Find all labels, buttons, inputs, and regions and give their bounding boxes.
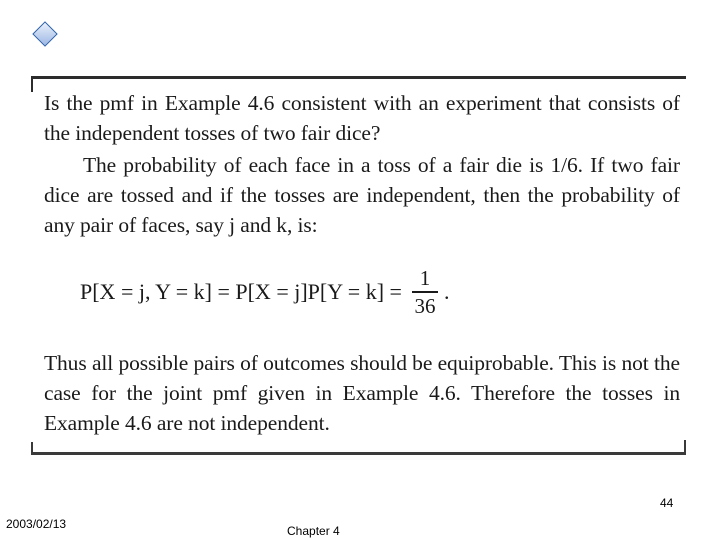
- formula-fraction: [412, 265, 438, 319]
- formula-period: .: [443, 279, 450, 304]
- fraction-denominator: 36: [414, 293, 436, 318]
- diamond-bullet-icon: [32, 21, 57, 46]
- top-rule: [31, 76, 686, 79]
- fraction-numerator: 1: [419, 266, 431, 291]
- bottom-right-rule: [684, 440, 686, 454]
- question-text: Is the pmf in Example 4.6 consistent with an experiment that consists of the independent tosses of two fair dice?: [44, 91, 680, 145]
- bottom-left-rule: [31, 442, 33, 454]
- bottom-rule: [31, 452, 686, 455]
- probability-formula: [80, 262, 449, 322]
- footer-date: 2003/02/13: [6, 517, 67, 531]
- explanation-paragraph: The probability of each face in a toss of a fair die is 1/6. If two fair dice are tossed and if the tosses are independent, then the probability of any pair of faces, say j and k, is:: [44, 153, 680, 237]
- page-number: 44: [660, 496, 674, 510]
- top-left-rule: [31, 76, 33, 92]
- conclusion-paragraph: Thus all possible pairs of outcomes should be equiprobable. This is not the case for the joint pmf given in Example 4.6. Therefore the tosses in Example 4.6 are not independent.: [44, 351, 680, 435]
- formula-expression: P[X = j, Y = k] = P[X = j]P[Y = k] =: [80, 279, 402, 304]
- footer-chapter: Chapter 4: [287, 524, 340, 538]
